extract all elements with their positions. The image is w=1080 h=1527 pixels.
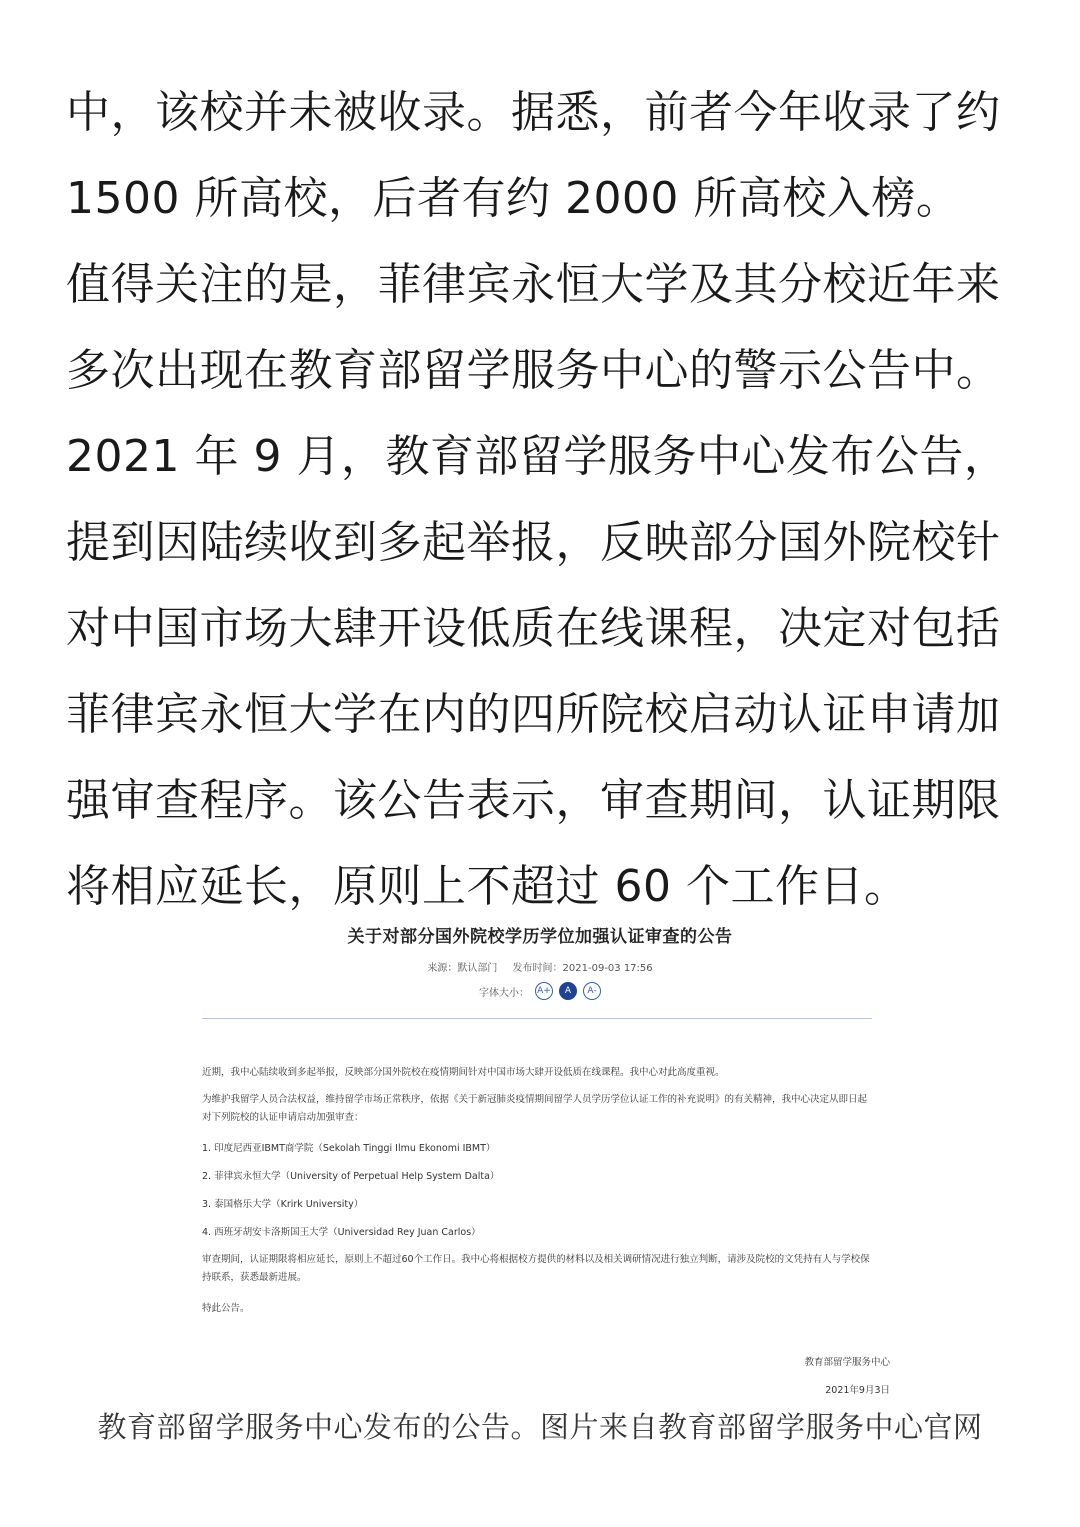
signature-org: 教育部留学服务中心 xyxy=(804,1357,890,1368)
article-line: 值得关注的是，菲律宾永恒大学及其分校近年来 xyxy=(66,259,1001,310)
notice-line: 对下列院校的认证申请启动加强审查： xyxy=(202,1112,364,1123)
list-item: 3. 泰国格乐大学（Krirk University） xyxy=(202,1199,364,1210)
notice-paragraph xyxy=(202,1091,888,1127)
article-line: 将相应延长，原则上不超过 60 个工作日。 xyxy=(66,861,909,912)
notice-body xyxy=(202,1059,888,1323)
article-line: 提到因陆续收到多起举报，反映部分国外院校针 xyxy=(66,517,1001,568)
notice-line: 持联系，获悉最新进展。 xyxy=(202,1272,307,1283)
notice-published: 发布时间：2021-09-03 17:56 xyxy=(512,963,653,974)
notice-source: 来源：默认部门 xyxy=(427,963,498,974)
font-default-button[interactable]: A xyxy=(559,982,577,1000)
article-line: 对中国市场大肆开设低质在线课程，决定对包括 xyxy=(66,603,1001,654)
font-size-controls xyxy=(160,982,920,1000)
notice-line: 为维护我留学人员合法权益，维持留学市场正常秩序，依据《关于新冠肺炎疫情期间留学人员学历学位认证工作的补充说明》的有关精神，我中心决定从即日起 xyxy=(202,1094,868,1105)
font-increase-button[interactable]: A+ xyxy=(535,982,553,1000)
list-item: 1. 印度尼西亚IBMT商学院（Sekolah Tinggi Ilmu Ekonomi IBMT） xyxy=(202,1143,496,1154)
notice-paragraph xyxy=(202,1251,888,1287)
article-line: 中，该校并未被收录。据悉，前者今年收录了约 xyxy=(66,87,1001,138)
list-item: 2. 菲律宾永恒大学（University of Perpetual Help System Dalta） xyxy=(202,1171,500,1182)
image-caption: 教育部留学服务中心发布的公告。图片来自教育部留学服务中心官网 xyxy=(97,1410,983,1444)
notice-paragraph: 近期，我中心陆续收到多起举报，反映部分国外院校在疫情期间针对中国市场大肆开设低质在线课程。我中心对此高度重视。 xyxy=(202,1067,725,1078)
notice-closing: 特此公告。 xyxy=(202,1303,250,1314)
article-line: 2021 年 9 月，教育部留学服务中心发布公告， xyxy=(66,431,1009,482)
article-line: 强审查程序。该公告表示，审查期间，认证期限 xyxy=(66,775,1001,826)
article-line: 1500 所高校，后者有约 2000 所高校入榜。 xyxy=(66,173,961,224)
font-decrease-button[interactable]: A- xyxy=(583,982,601,1000)
divider xyxy=(202,1018,872,1019)
notice-line: 审查期间，认证期限将相应延长，原则上不超过60个工作日。我中心将根据校方提供的材料以及相关调研情况进行独立判断，请涉及院校的文凭持有人与学校保 xyxy=(202,1254,870,1265)
font-size-label: 字体大小： xyxy=(479,987,529,999)
notice-screenshot xyxy=(160,912,920,1396)
article-body xyxy=(66,70,1026,930)
signature-date: 2021年9月3日 xyxy=(825,1385,890,1396)
article-line: 多次出现在教育部留学服务中心的警示公告中。 xyxy=(66,345,1001,396)
article-line: 菲律宾永恒大学在内的四所院校启动认证申请加 xyxy=(66,689,1001,740)
list-item: 4. 西班牙胡安卡洛斯国王大学（Universidad Rey Juan Carlos） xyxy=(202,1227,481,1238)
notice-meta xyxy=(160,959,920,974)
notice-title: 关于对部分国外院校学历学位加强认证审查的公告 xyxy=(347,927,733,947)
